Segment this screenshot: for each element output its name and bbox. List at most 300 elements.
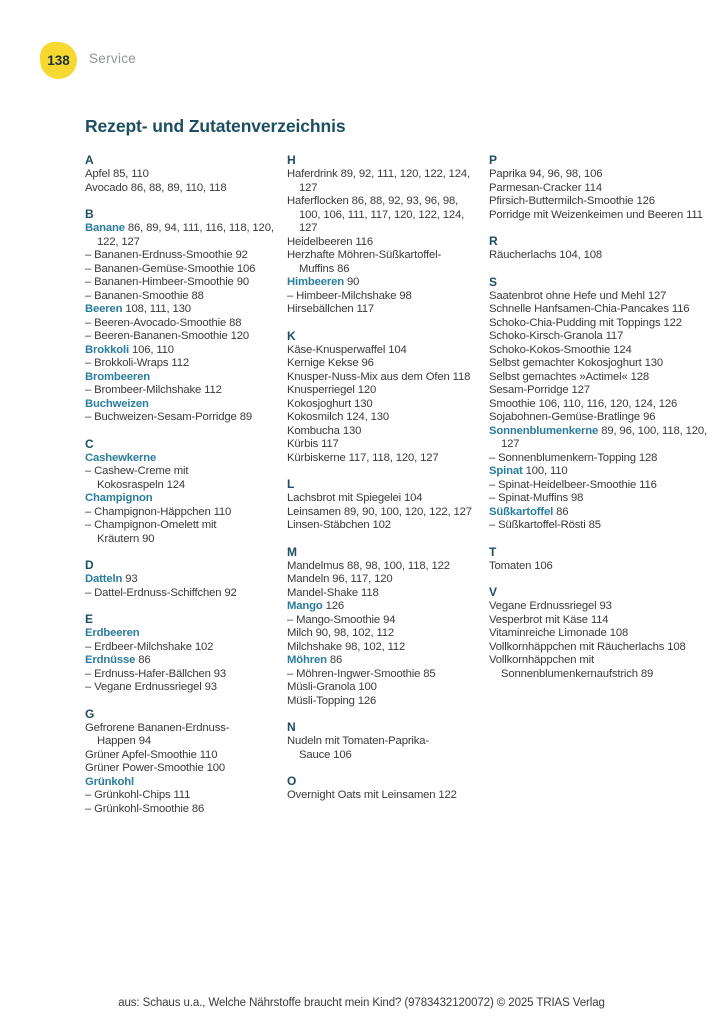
entry-text: Mango (287, 600, 323, 612)
entry-text: Erdbeer-Milchshake (94, 640, 192, 653)
entry-text: Müsli-Granola (287, 681, 356, 693)
entry-pages: 110 (213, 505, 232, 518)
index-entry (287, 249, 477, 276)
entry-pages: 98 (571, 492, 584, 504)
index-entry (287, 357, 477, 371)
entry-pages: 114 (590, 613, 609, 626)
entry-pages: 98, 102, 112 (345, 640, 406, 653)
entry-pages: 120 (357, 384, 377, 396)
sub-entry-dash: – (85, 505, 95, 518)
entry-pages: 122 (663, 316, 682, 329)
entry-pages: 126 (357, 694, 377, 707)
index-entry (489, 344, 707, 358)
index-entry (287, 573, 477, 587)
entry-pages: 127 (647, 289, 667, 302)
index-entry (489, 209, 707, 223)
entry-pages: 86 (138, 654, 151, 666)
entry-text: Bananen-Smoothie (94, 289, 189, 302)
index-entry (287, 600, 477, 614)
entry-pages: 98 (399, 289, 412, 302)
entry-text: Gefrorene Bananen-Erdnuss-Happen (85, 721, 230, 747)
entry-pages: 85 (423, 667, 436, 680)
index-entry (85, 506, 275, 520)
sub-entry-dash: – (85, 640, 95, 653)
index-section-S (489, 275, 707, 533)
section-letter: L (287, 477, 295, 491)
index-section-H (287, 153, 477, 317)
entry-text: Champignon-Häppchen (94, 505, 211, 518)
entry-pages: 110 (199, 748, 218, 761)
index-entry (489, 249, 707, 263)
index-section-C (85, 437, 275, 547)
index-entry (287, 371, 477, 385)
entry-text: Buchweizen (85, 397, 149, 410)
entry-text: Schnelle Hanfsamen-Chia-Pancakes (489, 303, 669, 315)
section-letter: S (489, 274, 498, 289)
entry-pages: 130 (354, 397, 373, 410)
sub-entry-dash: – (85, 330, 95, 342)
entry-text: Hirsebällchen (287, 303, 354, 315)
entry-text: Grüner Power-Smoothie (85, 762, 204, 774)
section-letter: E (85, 612, 94, 626)
index-entry (489, 317, 707, 331)
index-entry (85, 303, 275, 317)
entry-text: Möhren (287, 654, 327, 666)
index-entry (489, 411, 707, 425)
entry-pages: 108, 111, 130 (125, 303, 191, 315)
index-entry (85, 573, 275, 587)
sub-entry-dash: – (489, 519, 499, 531)
index-entry (489, 290, 707, 304)
entry-pages: 86, 89, 94, 111, 116, 118, 120, 122, 127 (97, 222, 274, 248)
entry-pages: 85, 110 (113, 168, 149, 180)
entry-pages: 117, 118, 120, 127 (348, 451, 439, 464)
index-entry (489, 371, 707, 385)
entry-text: Schoko-Chia-Pudding mit Toppings (489, 316, 661, 329)
index-entry (85, 452, 275, 466)
index-entry (287, 384, 477, 398)
section-letter: K (287, 328, 296, 343)
entry-text: Spinat-Muffins (498, 492, 569, 504)
entry-text: Vegane Erdnussriegel (94, 681, 202, 693)
entry-pages: 86 (329, 654, 343, 666)
entry-text: Sonnenblumenkerne (489, 424, 599, 437)
entry-text: Mango-Smoothie (296, 613, 381, 626)
section-letter: V (489, 585, 498, 599)
index-entry (287, 614, 477, 628)
index-entry (85, 357, 275, 371)
entry-pages: 118 (452, 370, 471, 383)
index-entry (287, 506, 477, 520)
entry-pages: 111 (686, 208, 703, 221)
index-section-K (287, 329, 477, 466)
entry-pages: 117 (356, 303, 375, 315)
entry-text: Beeren (85, 303, 123, 315)
index-entry (489, 614, 707, 628)
entry-text: Vesperbrot mit Käse (489, 613, 588, 626)
section-letter: H (287, 153, 296, 167)
entry-text: Grüner Apfel-Smoothie (85, 748, 197, 761)
index-entry (287, 276, 477, 290)
index-entry (287, 560, 477, 574)
entry-pages: 93 (125, 573, 138, 585)
index-column-3 (489, 153, 707, 681)
index-entry (85, 168, 275, 182)
sub-entry-dash: – (287, 667, 297, 680)
entry-text: Süßkartoffel (489, 505, 554, 518)
entry-text: Kombucha (287, 424, 340, 437)
section-letter: T (489, 544, 497, 559)
index-entry (85, 654, 275, 668)
index-entry (287, 641, 477, 655)
entry-pages: 106 (236, 262, 256, 275)
index-entry (287, 438, 477, 452)
entry-text: Brombeeren (85, 370, 151, 383)
sub-entry-dash: – (85, 519, 95, 531)
entry-text: Saatenbrot ohne Hefe und Mehl (489, 289, 645, 302)
entry-text: Herzhafte Möhren-Süßkartoffel-Muffins (287, 249, 442, 275)
copyright-footer: aus: Schaus u.a., Welche Nährstoffe braucht mein Kind? (9783432120072) © 2025 TRIAS Verlag (118, 997, 605, 1009)
index-entry (489, 600, 707, 614)
index-columns (85, 153, 707, 816)
index-entry (85, 411, 275, 425)
index-entry (287, 735, 477, 762)
index-column-1 (85, 153, 275, 816)
entry-text: Kokosjoghurt (287, 397, 352, 410)
entry-text: Leinsamen (287, 505, 341, 518)
entry-pages: 89, 90, 100, 120, 122, 127 (343, 505, 472, 518)
sub-entry-dash: – (85, 411, 95, 423)
entry-text: Möhren-Ingwer-Smoothie (296, 667, 421, 680)
section-letter: P (489, 153, 498, 167)
entry-text: Haferdrink (287, 168, 338, 180)
entry-pages: 89, 92, 111, 120, 122, 124, 127 (299, 168, 470, 194)
index-section-A (85, 153, 275, 195)
entry-text: Datteln (85, 573, 123, 585)
sub-entry-dash: – (85, 249, 95, 261)
entry-text: Brokkoli-Wraps (94, 357, 169, 369)
index-entry (489, 641, 707, 655)
entry-pages: 90 (236, 276, 249, 288)
entry-text: Selbst gemachter Kokosjoghurt (489, 357, 642, 369)
index-entry (287, 587, 477, 601)
index-entry (287, 452, 477, 466)
index-entry (85, 222, 275, 249)
entry-text: Milchshake (287, 640, 343, 653)
sub-entry-dash: – (489, 451, 499, 464)
entry-text: Cashew-Creme mit Kokosraspeln (94, 465, 189, 491)
index-entry (489, 506, 707, 520)
entry-pages: 90, 98, 102, 112 (315, 627, 395, 639)
entry-text: Dattel-Erdnuss-Schiffchen (94, 586, 222, 599)
section-letter: G (85, 706, 95, 721)
entry-pages: 117 (605, 330, 624, 342)
entry-text: Overnight Oats mit Leinsamen (287, 789, 436, 801)
index-entry (489, 195, 707, 209)
index-entry (287, 398, 477, 412)
entry-text: Pfirsich-Buttermilch-Smoothie (489, 195, 634, 207)
entry-text: Tomaten (489, 559, 532, 572)
index-entry (85, 803, 275, 817)
sub-entry-dash: – (287, 289, 297, 302)
sub-entry-dash: – (287, 613, 297, 626)
entry-text: Mandelmus (287, 559, 345, 572)
index-entry (287, 344, 477, 358)
index-entry (85, 317, 275, 331)
entry-pages: 124 (613, 343, 632, 356)
entry-pages: 106 (333, 748, 352, 761)
entry-text: Erdnuss-Hafer-Bällchen (94, 667, 211, 680)
index-entry (489, 384, 707, 398)
entry-pages: 130 (644, 357, 664, 369)
entry-text: Vegane Erdnussriegel (489, 600, 597, 612)
index-entry (489, 654, 707, 681)
entry-pages: 116 (639, 478, 657, 491)
entry-text: Buchweizen-Sesam-Porridge (94, 411, 237, 423)
sub-entry-dash: – (85, 802, 95, 815)
entry-pages: 128 (630, 370, 650, 383)
entry-pages: 126 (325, 600, 345, 612)
section-letter: M (287, 544, 297, 559)
index-entry (287, 654, 477, 668)
index-entry (489, 168, 707, 182)
sub-entry-dash: – (85, 316, 95, 329)
entry-text: Kürbiskerne (287, 451, 346, 464)
index-entry (85, 722, 275, 749)
entry-pages: 104 (388, 343, 407, 356)
sub-entry-dash: – (489, 478, 499, 491)
entry-pages: 124, 130 (346, 411, 390, 423)
entry-text: Porridge mit Weizenkeimen und Beeren (489, 208, 684, 221)
entry-pages: 106, 110, 116, 120, 124, 126 (538, 397, 678, 410)
index-entry (85, 249, 275, 263)
sub-entry-dash: – (85, 789, 95, 801)
page-title: Rezept- und Zutatenverzeichnis (85, 116, 346, 136)
sub-entry-dash: – (85, 667, 95, 680)
index-entry (85, 749, 275, 763)
index-entry (489, 452, 707, 466)
index-entry (287, 290, 477, 304)
entry-text: Knusperriegel (287, 384, 355, 396)
entry-pages: 120 (230, 330, 249, 342)
entry-text: Beeren-Avocado-Smoothie (94, 316, 227, 329)
entry-pages: 88, 98, 100, 118, 122 (347, 559, 450, 572)
entry-text: Grünkohl-Chips (94, 789, 171, 801)
index-entry (85, 641, 275, 655)
entry-text: Beeren-Bananen-Smoothie (94, 330, 228, 342)
entry-pages: 102 (372, 519, 391, 531)
index-entry (85, 344, 275, 358)
entry-pages: 96, 117, 120 (332, 573, 393, 585)
entry-pages: 126 (636, 195, 655, 207)
entry-pages: 116 (671, 303, 690, 315)
index-entry (85, 519, 275, 546)
entry-pages: 114 (584, 181, 602, 194)
entry-pages: 90 (347, 276, 360, 288)
section-letter: A (85, 153, 94, 167)
entry-text: Kokosmilch (287, 411, 344, 423)
entry-pages: 89 (239, 411, 252, 423)
entry-text: Mandeln (287, 573, 330, 585)
entry-text: Bananen-Himbeer-Smoothie (94, 276, 234, 288)
index-entry (287, 519, 477, 533)
index-entry (85, 398, 275, 412)
entry-pages: 89, 96, 100, 118, 120, 127 (501, 424, 707, 450)
entry-text: Bananen-Gemüse-Smoothie (94, 262, 234, 275)
entry-pages: 86, 88, 92, 93, 96, 98, 100, 106, 111, 117, 120, 122, 124, 127 (299, 195, 465, 234)
index-entry (85, 182, 275, 196)
entry-text: Avocado (85, 181, 128, 194)
entry-text: Apfel (85, 168, 110, 180)
entry-text: Banane (85, 222, 125, 234)
entry-text: Sojabohnen-Gemüse-Bratlinge (489, 411, 641, 423)
entry-pages: 106 (534, 559, 553, 572)
entry-pages: 86 (337, 262, 350, 275)
index-section-O (287, 774, 477, 803)
entry-text: Brokkoli (85, 343, 129, 356)
entry-text: Brombeer-Milchshake (94, 384, 202, 396)
entry-pages: 90 (142, 532, 155, 545)
index-entry (287, 681, 477, 695)
index-entry (489, 492, 707, 506)
index-entry (489, 357, 707, 371)
entry-pages: 86 (556, 505, 569, 518)
entry-pages: 89 (640, 667, 654, 680)
entry-text: Käse-Knusperwaffel (287, 343, 386, 356)
index-entry (287, 789, 477, 803)
page-number: 138 (47, 53, 70, 68)
index-entry (287, 236, 477, 250)
entry-text: Linsen-Stäbchen (287, 519, 370, 531)
sub-entry-dash: – (85, 289, 95, 302)
entry-pages: 88 (191, 289, 204, 302)
index-entry (85, 263, 275, 277)
entry-pages: 100, 110 (525, 465, 568, 477)
index-entry (85, 668, 275, 682)
entry-text: Champignon-Omelett mit Kräutern (94, 519, 217, 545)
index-column-2 (287, 153, 477, 803)
section-letter: N (287, 720, 296, 734)
index-section-G (85, 707, 275, 817)
running-head: Service (89, 51, 137, 66)
entry-text: Spinat-Heidelbeer-Smoothie (498, 478, 637, 491)
entry-pages: 96 (643, 411, 656, 423)
index-entry (489, 182, 707, 196)
index-entry (85, 587, 275, 601)
entry-pages: 93 (204, 681, 217, 693)
entry-text: Lachsbrot mit Spiegelei (287, 492, 401, 504)
entry-pages: 112 (171, 357, 189, 369)
index-entry (489, 627, 707, 641)
index-entry (489, 425, 707, 452)
entry-text: Nudeln mit Tomaten-Paprika-Sauce (287, 735, 430, 761)
section-letter: C (85, 436, 94, 451)
entry-pages: 104, 108 (559, 249, 603, 261)
entry-text: Selbst gemachtes »Actimel« (489, 370, 628, 383)
index-entry (85, 627, 275, 641)
entry-pages: 94, 96, 98, 106 (529, 168, 603, 180)
sub-entry-dash: – (85, 681, 95, 693)
entry-text: Sesam-Porridge (489, 384, 569, 396)
entry-pages: 100 (206, 762, 226, 774)
index-entry (287, 492, 477, 506)
index-entry (85, 290, 275, 304)
index-entry (85, 762, 275, 776)
entry-text: Knusper-Nuss-Mix aus dem Ofen (287, 370, 450, 383)
sub-entry-dash: – (489, 492, 499, 504)
entry-text: Vollkornhäppchen mit Sonnenblumenkernaufstrich (489, 654, 638, 680)
page-number-badge (40, 42, 77, 79)
index-entry (489, 519, 707, 533)
entry-pages: 108 (609, 627, 629, 639)
entry-pages: 86, 88, 89, 110, 118 (130, 181, 227, 194)
entry-text: Bananen-Erdnuss-Smoothie (94, 249, 233, 261)
index-section-N (287, 720, 477, 762)
entry-pages: 116 (355, 235, 373, 248)
entry-text: Erdnüsse (85, 654, 136, 666)
index-entry (287, 168, 477, 195)
entry-pages: 128 (638, 451, 658, 464)
entry-text: Räucherlachs (489, 249, 557, 261)
entry-text: Müsli-Topping (287, 694, 355, 707)
entry-pages: 112 (204, 384, 222, 396)
entry-text: Heidelbeeren (287, 235, 353, 248)
index-entry (85, 681, 275, 695)
index-entry (85, 371, 275, 385)
entry-pages: 93 (599, 600, 612, 612)
index-section-M (287, 545, 477, 709)
index-section-T (489, 545, 707, 574)
entry-pages: 93 (213, 667, 227, 680)
entry-text: Parmesan-Cracker (489, 181, 582, 194)
entry-text: Vitaminreiche Limonade (489, 627, 607, 639)
section-letter: O (287, 774, 297, 788)
entry-text: Schoko-Kokos-Smoothie (489, 343, 611, 356)
entry-text: Haferflocken (287, 195, 349, 207)
index-entry (85, 789, 275, 803)
entry-pages: 96 (361, 357, 374, 369)
entry-pages: 124 (166, 478, 186, 491)
entry-text: Milch (287, 627, 313, 639)
index-section-P (489, 153, 707, 222)
entry-pages: 104 (403, 492, 423, 504)
section-letter: B (85, 207, 94, 221)
entry-text: Spinat (489, 465, 523, 477)
entry-text: Sonnenblumenkern-Topping (498, 451, 636, 464)
index-section-D (85, 558, 275, 600)
index-entry (287, 411, 477, 425)
entry-pages: 100 (358, 681, 377, 693)
index-section-L (287, 477, 477, 533)
entry-text: Kürbis (287, 438, 319, 450)
index-entry (85, 776, 275, 790)
index-entry (287, 668, 477, 682)
index-entry (287, 303, 477, 317)
entry-pages: 108 (667, 640, 686, 653)
entry-text: Schoko-Kirsch-Granola (489, 330, 603, 342)
index-entry (85, 465, 275, 492)
index-entry (287, 627, 477, 641)
entry-pages: 122 (438, 789, 457, 801)
index-entry (85, 492, 275, 506)
entry-pages: 130 (342, 424, 362, 437)
index-entry (287, 695, 477, 709)
entry-text: Cashewkerne (85, 451, 157, 464)
entry-text: Paprika (489, 168, 527, 180)
entry-pages: 127 (571, 384, 590, 396)
entry-pages: 85 (588, 519, 601, 531)
entry-text: Champignon (85, 492, 153, 504)
